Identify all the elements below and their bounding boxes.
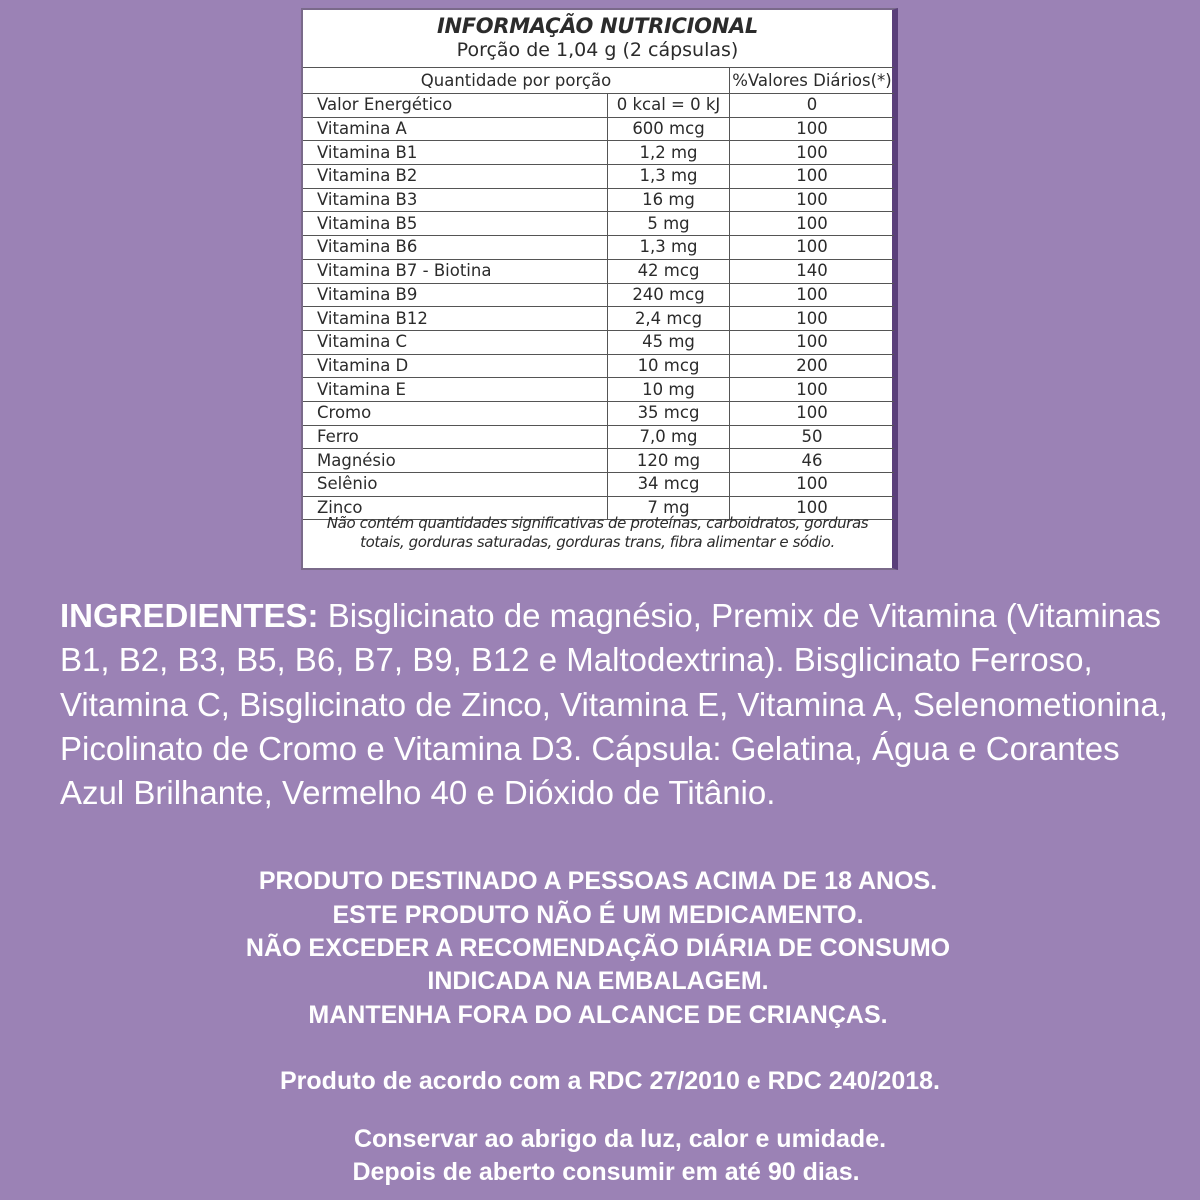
ingredients-paragraph [60, 594, 1185, 815]
nutrition-row [303, 188, 894, 212]
footnote-line: Não contém quantidades significativas de proteínas, carboidratos, gorduras [326, 514, 869, 532]
nutrient-daily-value: 100 [730, 496, 895, 520]
nutrition-row [303, 354, 894, 378]
nutrient-amount: 42 mcg [608, 259, 730, 283]
warning-age: PRODUTO DESTINADO A PESSOAS ACIMA DE 18 ANOS. [258, 867, 938, 895]
nutrient-amount: 2,4 mcg [608, 307, 730, 331]
warning-children: MANTENHA FORA DO ALCANCE DE CRIANÇAS. [308, 1001, 888, 1029]
nutrient-daily-value: 100 [730, 401, 895, 425]
nutrient-name: Vitamina B12 [303, 307, 608, 331]
nutrient-amount: 7,0 mg [608, 425, 730, 449]
nutrient-name: Vitamina B6 [303, 236, 608, 260]
nutrient-name: Cromo [303, 401, 608, 425]
header-quantity: Quantidade por porção [303, 68, 730, 94]
nutrient-amount: 1,2 mg [608, 141, 730, 165]
nutrient-daily-value: 100 [730, 378, 895, 402]
warning-not-medicine: ESTE PRODUTO NÃO É UM MEDICAMENTO. [332, 901, 864, 929]
warning-dosage-cont: INDICADA NA EMBALAGEM. [427, 967, 769, 995]
nutrition-footnote [303, 514, 892, 552]
nutrition-rows [303, 94, 894, 520]
nutrition-row [303, 212, 894, 236]
nutrient-name: Valor Energético [303, 94, 608, 118]
storage-instruction: Conservar ao abrigo da luz, calor e umidade. [353, 1125, 887, 1153]
nutrient-name: Vitamina C [303, 330, 608, 354]
nutrient-name: Vitamina B3 [303, 188, 608, 212]
nutrient-name: Vitamina B1 [303, 141, 608, 165]
nutrient-daily-value: 46 [730, 449, 895, 473]
nutrition-row [303, 425, 894, 449]
nutrient-amount: 34 mcg [608, 473, 730, 497]
nutrition-row [303, 378, 894, 402]
ingredients-text: Bisglicinato de magnésio, Premix de Vitamina (Vitaminas B1, B2, B3, B5, B6, B7, B9, B12 e Maltodextrina). Bisglicinato Ferroso, Vitamina C, Bisglicinato de Zinco, Vitamina E, Vitamina A, Selenometionina, Picolinato de Cromo e Vitamina D3. Cápsula: Gelatina, Água e Corantes Azul Brilhante, Vermelho 40 e Dióxido de Titânio. [60, 597, 1168, 812]
nutrient-daily-value: 100 [730, 117, 895, 141]
nutrient-name: Vitamina D [303, 354, 608, 378]
nutrition-row [303, 141, 894, 165]
nutrition-row [303, 307, 894, 331]
nutrient-daily-value: 200 [730, 354, 895, 378]
nutrition-row [303, 283, 894, 307]
nutrient-daily-value: 100 [730, 141, 895, 165]
nutrient-name: Magnésio [303, 449, 608, 473]
nutrient-name: Selênio [303, 473, 608, 497]
nutrition-row [303, 449, 894, 473]
nutrient-name: Ferro [303, 425, 608, 449]
nutrition-row [303, 117, 894, 141]
nutrient-amount: 0 kcal = 0 kJ [608, 94, 730, 118]
nutrient-daily-value: 100 [730, 236, 895, 260]
nutrient-name: Vitamina B9 [303, 283, 608, 307]
nutrient-name: Vitamina A [303, 117, 608, 141]
nutrient-amount: 45 mg [608, 330, 730, 354]
serving-size: Porção de 1,04 g (2 cápsulas) [456, 39, 739, 61]
nutrient-amount: 120 mg [608, 449, 730, 473]
nutrient-daily-value: 0 [730, 94, 895, 118]
nutrient-daily-value: 100 [730, 165, 895, 189]
regulation-note: Produto de acordo com a RDC 27/2010 e RDC 240/2018. [280, 1067, 940, 1095]
nutrition-row [303, 401, 894, 425]
nutrient-daily-value: 100 [730, 330, 895, 354]
header-daily-value: %Valores Diários(*) [730, 68, 895, 94]
nutrient-daily-value: 100 [730, 283, 895, 307]
nutrition-row [303, 236, 894, 260]
nutrient-daily-value: 100 [730, 188, 895, 212]
nutrient-daily-value: 100 [730, 212, 895, 236]
nutrition-facts-panel [301, 8, 898, 570]
nutrient-name: Vitamina B5 [303, 212, 608, 236]
footnote-line: totais, gorduras saturadas, gorduras trans, fibra alimentar e sódio. [360, 533, 835, 551]
nutrition-row [303, 473, 894, 497]
nutrition-title: INFORMAÇÃO NUTRICIONAL [436, 14, 759, 38]
nutrition-row [303, 165, 894, 189]
nutrient-daily-value: 50 [730, 425, 895, 449]
nutrition-table-header [303, 68, 894, 94]
nutrition-row [303, 259, 894, 283]
nutrient-amount: 10 mg [608, 378, 730, 402]
nutrient-amount: 1,3 mg [608, 236, 730, 260]
nutrient-name: Vitamina B7 - Biotina [303, 259, 608, 283]
nutrient-daily-value: 100 [730, 473, 895, 497]
nutrient-name: Zinco [303, 496, 608, 520]
nutrient-name: Vitamina B2 [303, 165, 608, 189]
nutrient-amount: 10 mcg [608, 354, 730, 378]
storage-after-opening: Depois de aberto consumir em até 90 dias. [352, 1158, 860, 1186]
warning-dosage: NÃO EXCEDER A RECOMENDAÇÃO DIÁRIA DE CONSUMO [245, 934, 951, 962]
ingredients-label: INGREDIENTES: [60, 597, 319, 634]
nutrient-amount: 5 mg [608, 212, 730, 236]
nutrition-table [303, 67, 894, 520]
nutrient-daily-value: 100 [730, 307, 895, 331]
nutrient-amount: 7 mg [608, 496, 730, 520]
nutrient-amount: 35 mcg [608, 401, 730, 425]
nutrient-amount: 16 mg [608, 188, 730, 212]
nutrient-daily-value: 140 [730, 259, 895, 283]
nutrient-amount: 1,3 mg [608, 165, 730, 189]
nutrient-amount: 600 mcg [608, 117, 730, 141]
nutrition-row [303, 330, 894, 354]
nutrient-name: Vitamina E [303, 378, 608, 402]
nutrition-row [303, 94, 894, 118]
nutrient-amount: 240 mcg [608, 283, 730, 307]
